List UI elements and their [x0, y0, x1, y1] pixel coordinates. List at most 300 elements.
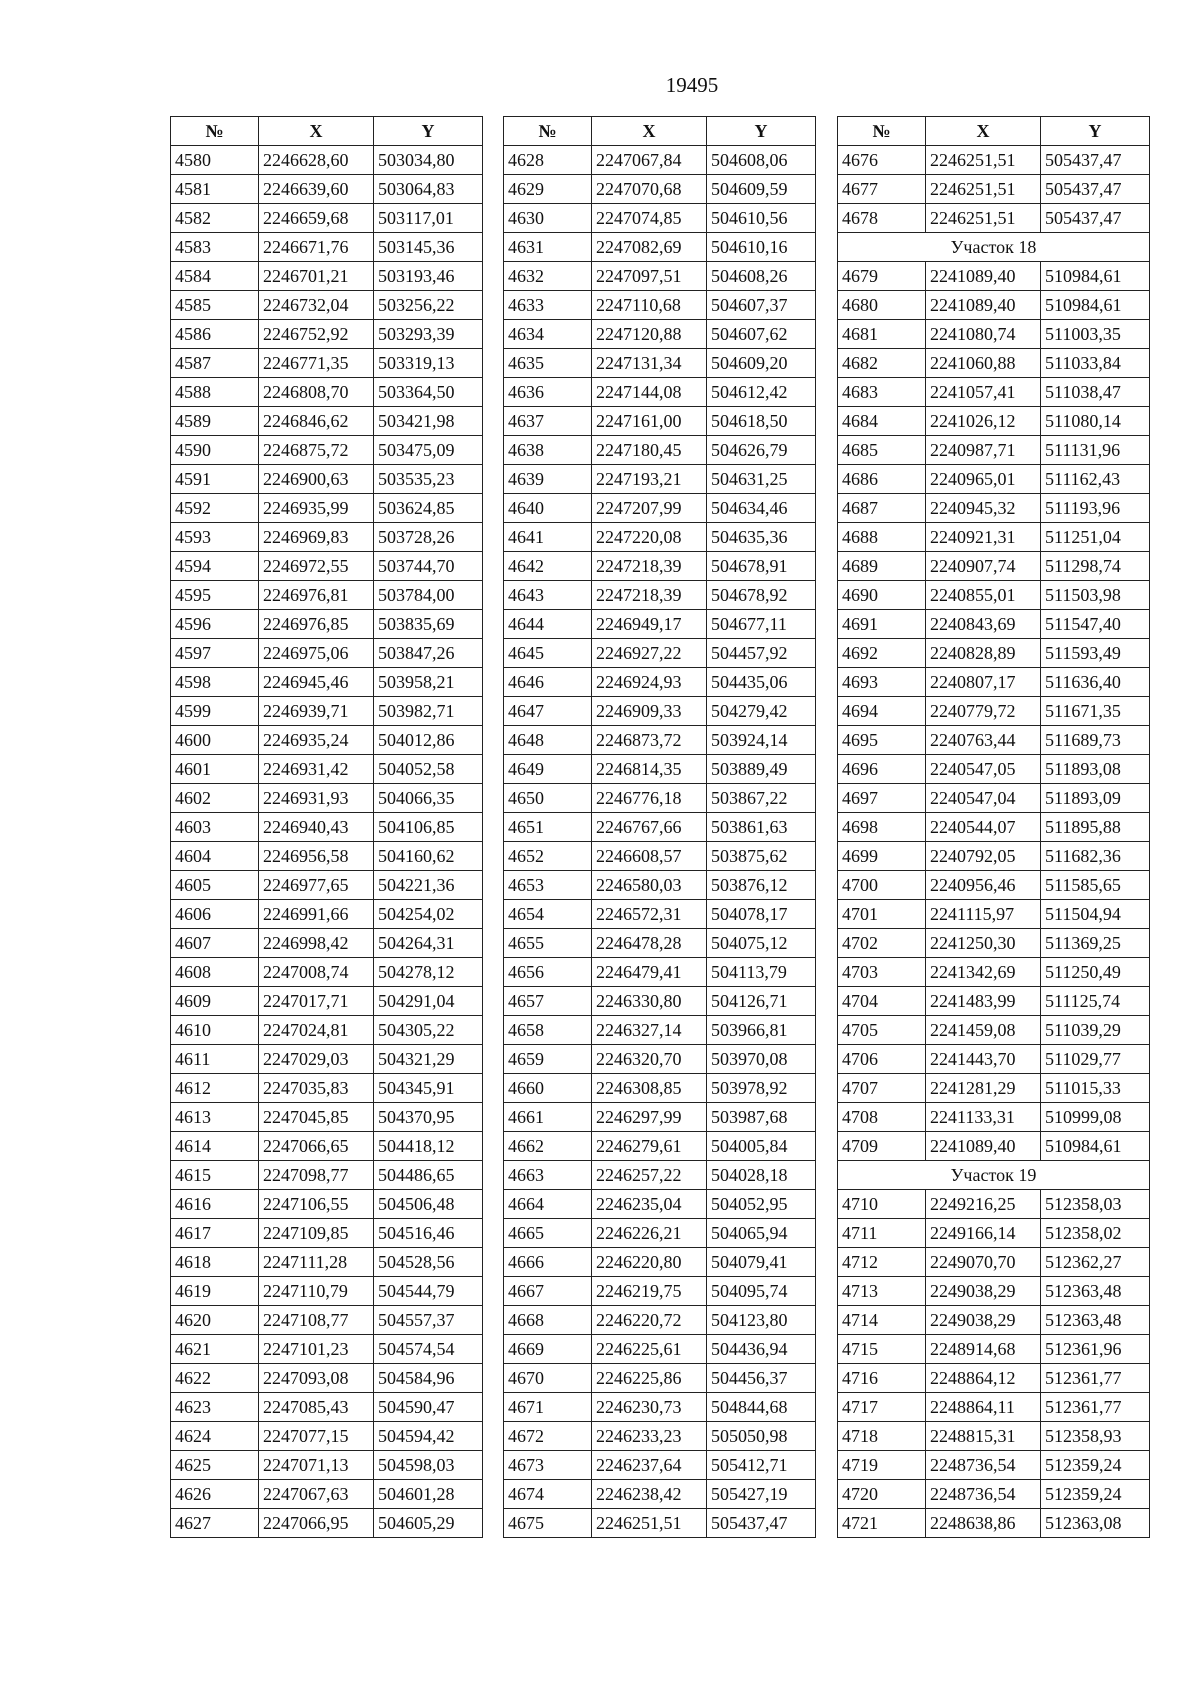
y-value: 504605,29 [374, 1509, 483, 1538]
table-row [171, 1364, 483, 1393]
x-value: 2247067,63 [259, 1480, 374, 1509]
y-value: 511593,49 [1041, 639, 1150, 668]
point-number: 4648 [504, 726, 592, 755]
table-row [171, 1335, 483, 1364]
y-value: 503064,83 [374, 175, 483, 204]
y-value: 512358,03 [1041, 1190, 1150, 1219]
y-value: 512363,48 [1041, 1277, 1150, 1306]
table-row [838, 1509, 1150, 1538]
x-value: 2246478,28 [592, 929, 707, 958]
x-value: 2246671,76 [259, 233, 374, 262]
x-value: 2246308,85 [592, 1074, 707, 1103]
point-number: 4625 [171, 1451, 259, 1480]
x-value: 2247085,43 [259, 1393, 374, 1422]
y-value: 504078,17 [707, 900, 816, 929]
y-value: 503966,81 [707, 1016, 816, 1045]
x-value: 2246327,14 [592, 1016, 707, 1045]
section-label: Участок 18 [838, 233, 1150, 262]
y-value: 503256,22 [374, 291, 483, 320]
y-value: 504065,94 [707, 1219, 816, 1248]
x-value: 2240921,31 [926, 523, 1041, 552]
point-number: 4632 [504, 262, 592, 291]
table-row [171, 726, 483, 755]
point-number: 4639 [504, 465, 592, 494]
y-value: 504631,25 [707, 465, 816, 494]
point-number: 4607 [171, 929, 259, 958]
x-value: 2248914,68 [926, 1335, 1041, 1364]
header-y: Y [707, 117, 816, 146]
point-number: 4619 [171, 1277, 259, 1306]
table-row [504, 146, 816, 175]
y-value: 504066,35 [374, 784, 483, 813]
x-value: 2249166,14 [926, 1219, 1041, 1248]
y-value: 504123,80 [707, 1306, 816, 1335]
table-row [504, 494, 816, 523]
point-number: 4716 [838, 1364, 926, 1393]
y-value: 511003,35 [1041, 320, 1150, 349]
point-number: 4680 [838, 291, 926, 320]
point-number: 4627 [171, 1509, 259, 1538]
table-row [171, 349, 483, 378]
table-row [838, 987, 1150, 1016]
y-value: 512363,48 [1041, 1306, 1150, 1335]
point-number: 4685 [838, 436, 926, 465]
x-value: 2246977,65 [259, 871, 374, 900]
table-row [504, 1190, 816, 1219]
header-number: № [171, 117, 259, 146]
y-value: 504626,79 [707, 436, 816, 465]
y-value: 504635,36 [707, 523, 816, 552]
x-value: 2247193,21 [592, 465, 707, 494]
table-row [171, 291, 483, 320]
point-number: 4623 [171, 1393, 259, 1422]
table-row [838, 1277, 1150, 1306]
point-number: 4708 [838, 1103, 926, 1132]
table-row [171, 523, 483, 552]
point-number: 4647 [504, 697, 592, 726]
point-number: 4692 [838, 639, 926, 668]
x-value: 2240763,44 [926, 726, 1041, 755]
table-row [838, 929, 1150, 958]
x-value: 2247110,68 [592, 291, 707, 320]
x-value: 2246251,51 [926, 146, 1041, 175]
table-row [504, 175, 816, 204]
point-number: 4695 [838, 726, 926, 755]
x-value: 2246235,04 [592, 1190, 707, 1219]
table-row [171, 1103, 483, 1132]
x-value: 2246320,70 [592, 1045, 707, 1074]
x-value: 2247045,85 [259, 1103, 374, 1132]
table-row [838, 523, 1150, 552]
table-row [171, 378, 483, 407]
header-x: X [592, 117, 707, 146]
point-number: 4714 [838, 1306, 926, 1335]
point-number: 4715 [838, 1335, 926, 1364]
x-value: 2247066,65 [259, 1132, 374, 1161]
header-row [171, 117, 483, 146]
point-number: 4696 [838, 755, 926, 784]
y-value: 511298,74 [1041, 552, 1150, 581]
point-number: 4678 [838, 204, 926, 233]
point-number: 4713 [838, 1277, 926, 1306]
x-value: 2247074,85 [592, 204, 707, 233]
y-value: 504254,02 [374, 900, 483, 929]
x-value: 2247131,34 [592, 349, 707, 378]
table-row [171, 697, 483, 726]
point-number: 4653 [504, 871, 592, 900]
x-value: 2240907,74 [926, 552, 1041, 581]
table-row [838, 1045, 1150, 1074]
point-number: 4649 [504, 755, 592, 784]
point-number: 4643 [504, 581, 592, 610]
point-number: 4634 [504, 320, 592, 349]
table-row [504, 871, 816, 900]
x-value: 2241443,70 [926, 1045, 1041, 1074]
point-number: 4712 [838, 1248, 926, 1277]
point-number: 4650 [504, 784, 592, 813]
y-value: 511080,14 [1041, 407, 1150, 436]
y-value: 510999,08 [1041, 1103, 1150, 1132]
x-value: 2247071,13 [259, 1451, 374, 1480]
table-row [171, 639, 483, 668]
y-value: 505437,47 [1041, 146, 1150, 175]
point-number: 4674 [504, 1480, 592, 1509]
point-number: 4659 [504, 1045, 592, 1074]
y-value: 511029,77 [1041, 1045, 1150, 1074]
y-value: 503847,26 [374, 639, 483, 668]
point-number: 4644 [504, 610, 592, 639]
table-row [171, 1016, 483, 1045]
y-value: 504574,54 [374, 1335, 483, 1364]
x-value: 2247207,99 [592, 494, 707, 523]
point-number: 4661 [504, 1103, 592, 1132]
x-value: 2241459,08 [926, 1016, 1041, 1045]
y-value: 510984,61 [1041, 291, 1150, 320]
table-row [838, 436, 1150, 465]
y-value: 504590,47 [374, 1393, 483, 1422]
y-value: 511162,43 [1041, 465, 1150, 494]
point-number: 4609 [171, 987, 259, 1016]
point-number: 4646 [504, 668, 592, 697]
point-number: 4667 [504, 1277, 592, 1306]
y-value: 504457,92 [707, 639, 816, 668]
x-value: 2248736,54 [926, 1451, 1041, 1480]
table-row [504, 1219, 816, 1248]
table-row [504, 1161, 816, 1190]
point-number: 4621 [171, 1335, 259, 1364]
point-number: 4658 [504, 1016, 592, 1045]
table-row [838, 407, 1150, 436]
x-value: 2246251,51 [592, 1509, 707, 1538]
y-value: 503924,14 [707, 726, 816, 755]
point-number: 4705 [838, 1016, 926, 1045]
table-row [504, 958, 816, 987]
y-value: 504677,11 [707, 610, 816, 639]
section-label: Участок 19 [838, 1161, 1150, 1190]
x-value: 2248638,86 [926, 1509, 1041, 1538]
table-row [838, 1132, 1150, 1161]
table-row [504, 639, 816, 668]
y-value: 503987,68 [707, 1103, 816, 1132]
x-value: 2246873,72 [592, 726, 707, 755]
table-row [171, 1074, 483, 1103]
table-row [838, 349, 1150, 378]
table-row [171, 320, 483, 349]
y-value: 503728,26 [374, 523, 483, 552]
y-value: 504610,16 [707, 233, 816, 262]
table-row [504, 1335, 816, 1364]
x-value: 2241342,69 [926, 958, 1041, 987]
x-value: 2247109,85 [259, 1219, 374, 1248]
x-value: 2240807,17 [926, 668, 1041, 697]
y-value: 503475,09 [374, 436, 483, 465]
point-number: 4587 [171, 349, 259, 378]
x-value: 2241089,40 [926, 291, 1041, 320]
table-row [504, 1132, 816, 1161]
y-value: 504609,59 [707, 175, 816, 204]
header-number: № [504, 117, 592, 146]
table-row [838, 1364, 1150, 1393]
y-value: 503876,12 [707, 871, 816, 900]
point-number: 4700 [838, 871, 926, 900]
table-row [171, 958, 483, 987]
table-row [504, 1306, 816, 1335]
point-number: 4580 [171, 146, 259, 175]
x-value: 2247220,08 [592, 523, 707, 552]
header-row [504, 117, 816, 146]
y-value: 512361,77 [1041, 1393, 1150, 1422]
coordinates-table-2 [503, 116, 816, 1538]
table-row [504, 1451, 816, 1480]
x-value: 2247101,23 [259, 1335, 374, 1364]
x-value: 2246237,64 [592, 1451, 707, 1480]
x-value: 2246909,33 [592, 697, 707, 726]
x-value: 2240547,04 [926, 784, 1041, 813]
y-value: 504075,12 [707, 929, 816, 958]
y-value: 511547,40 [1041, 610, 1150, 639]
point-number: 4679 [838, 262, 926, 291]
y-value: 503958,21 [374, 668, 483, 697]
x-value: 2240987,71 [926, 436, 1041, 465]
y-value: 511895,88 [1041, 813, 1150, 842]
y-value: 503861,63 [707, 813, 816, 842]
point-number: 4591 [171, 465, 259, 494]
y-value: 511671,35 [1041, 697, 1150, 726]
y-value: 503319,13 [374, 349, 483, 378]
table-row [504, 784, 816, 813]
y-value: 504435,06 [707, 668, 816, 697]
table-row [171, 900, 483, 929]
x-value: 2247017,71 [259, 987, 374, 1016]
y-value: 504610,56 [707, 204, 816, 233]
table-row [838, 146, 1150, 175]
y-value: 511682,36 [1041, 842, 1150, 871]
point-number: 4704 [838, 987, 926, 1016]
table-row [838, 784, 1150, 813]
y-value: 504528,56 [374, 1248, 483, 1277]
table-row [171, 1161, 483, 1190]
point-number: 4615 [171, 1161, 259, 1190]
x-value: 2240547,05 [926, 755, 1041, 784]
table-row [171, 581, 483, 610]
table-row [171, 871, 483, 900]
point-number: 4677 [838, 175, 926, 204]
y-value: 504345,91 [374, 1074, 483, 1103]
point-number: 4589 [171, 407, 259, 436]
x-value: 2246771,35 [259, 349, 374, 378]
table-row [838, 1016, 1150, 1045]
table-row [171, 1480, 483, 1509]
x-value: 2246628,60 [259, 146, 374, 175]
table-row [838, 552, 1150, 581]
table-row [504, 378, 816, 407]
point-number: 4654 [504, 900, 592, 929]
point-number: 4686 [838, 465, 926, 494]
table-row [171, 204, 483, 233]
x-value: 2247035,83 [259, 1074, 374, 1103]
y-value: 504052,58 [374, 755, 483, 784]
y-value: 511039,29 [1041, 1016, 1150, 1045]
x-value: 2246225,86 [592, 1364, 707, 1393]
y-value: 512362,27 [1041, 1248, 1150, 1277]
point-number: 4701 [838, 900, 926, 929]
y-value: 504609,20 [707, 349, 816, 378]
y-value: 505412,71 [707, 1451, 816, 1480]
x-value: 2246931,42 [259, 755, 374, 784]
point-number: 4608 [171, 958, 259, 987]
table-row [504, 1248, 816, 1277]
table-row [504, 320, 816, 349]
x-value: 2246945,46 [259, 668, 374, 697]
y-value: 503145,36 [374, 233, 483, 262]
point-number: 4709 [838, 1132, 926, 1161]
x-value: 2240843,69 [926, 610, 1041, 639]
point-number: 4719 [838, 1451, 926, 1480]
x-value: 2249216,25 [926, 1190, 1041, 1219]
point-number: 4633 [504, 291, 592, 320]
table-row [504, 726, 816, 755]
x-value: 2247067,84 [592, 146, 707, 175]
point-number: 4592 [171, 494, 259, 523]
table-row [504, 1277, 816, 1306]
table-row [838, 1103, 1150, 1132]
point-number: 4669 [504, 1335, 592, 1364]
table-row [504, 523, 816, 552]
x-value: 2247120,88 [592, 320, 707, 349]
point-number: 4598 [171, 668, 259, 697]
x-value: 2246976,81 [259, 581, 374, 610]
y-value: 504612,42 [707, 378, 816, 407]
table-row [838, 494, 1150, 523]
y-value: 504607,37 [707, 291, 816, 320]
x-value: 2246220,72 [592, 1306, 707, 1335]
point-number: 4581 [171, 175, 259, 204]
point-number: 4687 [838, 494, 926, 523]
table-row [838, 610, 1150, 639]
x-value: 2248815,31 [926, 1422, 1041, 1451]
table-row [504, 233, 816, 262]
y-value: 503835,69 [374, 610, 483, 639]
point-number: 4584 [171, 262, 259, 291]
x-value: 2246251,51 [926, 175, 1041, 204]
point-number: 4681 [838, 320, 926, 349]
x-value: 2246220,80 [592, 1248, 707, 1277]
table-row [504, 262, 816, 291]
y-value: 503982,71 [374, 697, 483, 726]
point-number: 4721 [838, 1509, 926, 1538]
x-value: 2241115,97 [926, 900, 1041, 929]
table-row [838, 581, 1150, 610]
table-row [171, 465, 483, 494]
point-number: 4706 [838, 1045, 926, 1074]
x-value: 2247097,51 [592, 262, 707, 291]
y-value: 511689,73 [1041, 726, 1150, 755]
y-value: 504506,48 [374, 1190, 483, 1219]
y-value: 511125,74 [1041, 987, 1150, 1016]
x-value: 2246659,68 [259, 204, 374, 233]
point-number: 4663 [504, 1161, 592, 1190]
x-value: 2247144,08 [592, 378, 707, 407]
x-value: 2246924,93 [592, 668, 707, 697]
y-value: 504456,37 [707, 1364, 816, 1393]
table-row [171, 1190, 483, 1219]
y-value: 504486,65 [374, 1161, 483, 1190]
table-row [504, 1393, 816, 1422]
y-value: 503970,08 [707, 1045, 816, 1074]
point-number: 4602 [171, 784, 259, 813]
x-value: 2246846,62 [259, 407, 374, 436]
y-value: 511893,09 [1041, 784, 1150, 813]
point-number: 4582 [171, 204, 259, 233]
x-value: 2246814,35 [592, 755, 707, 784]
y-value: 511250,49 [1041, 958, 1150, 987]
y-value: 504598,03 [374, 1451, 483, 1480]
x-value: 2246279,61 [592, 1132, 707, 1161]
y-value: 505437,47 [1041, 175, 1150, 204]
point-number: 4624 [171, 1422, 259, 1451]
x-value: 2246639,60 [259, 175, 374, 204]
x-value: 2246875,72 [259, 436, 374, 465]
table-row [838, 1190, 1150, 1219]
table-row [504, 1045, 816, 1074]
page-number: 19495 [665, 73, 719, 97]
x-value: 2240828,89 [926, 639, 1041, 668]
x-value: 2247024,81 [259, 1016, 374, 1045]
y-value: 504584,96 [374, 1364, 483, 1393]
point-number: 4664 [504, 1190, 592, 1219]
table-row [171, 1451, 483, 1480]
table-row [838, 1335, 1150, 1364]
table-row [504, 465, 816, 494]
table-row [504, 1364, 816, 1393]
y-value: 505427,19 [707, 1480, 816, 1509]
x-value: 2246940,43 [259, 813, 374, 842]
x-value: 2246251,51 [926, 204, 1041, 233]
y-value: 504305,22 [374, 1016, 483, 1045]
point-number: 4697 [838, 784, 926, 813]
table-row [171, 175, 483, 204]
table-row [171, 1045, 483, 1074]
y-value: 511033,84 [1041, 349, 1150, 378]
table-row [838, 1248, 1150, 1277]
table-row [838, 320, 1150, 349]
y-value: 504370,95 [374, 1103, 483, 1132]
table-row [504, 581, 816, 610]
x-value: 2246939,71 [259, 697, 374, 726]
point-number: 4668 [504, 1306, 592, 1335]
x-value: 2246767,66 [592, 813, 707, 842]
x-value: 2246972,55 [259, 552, 374, 581]
